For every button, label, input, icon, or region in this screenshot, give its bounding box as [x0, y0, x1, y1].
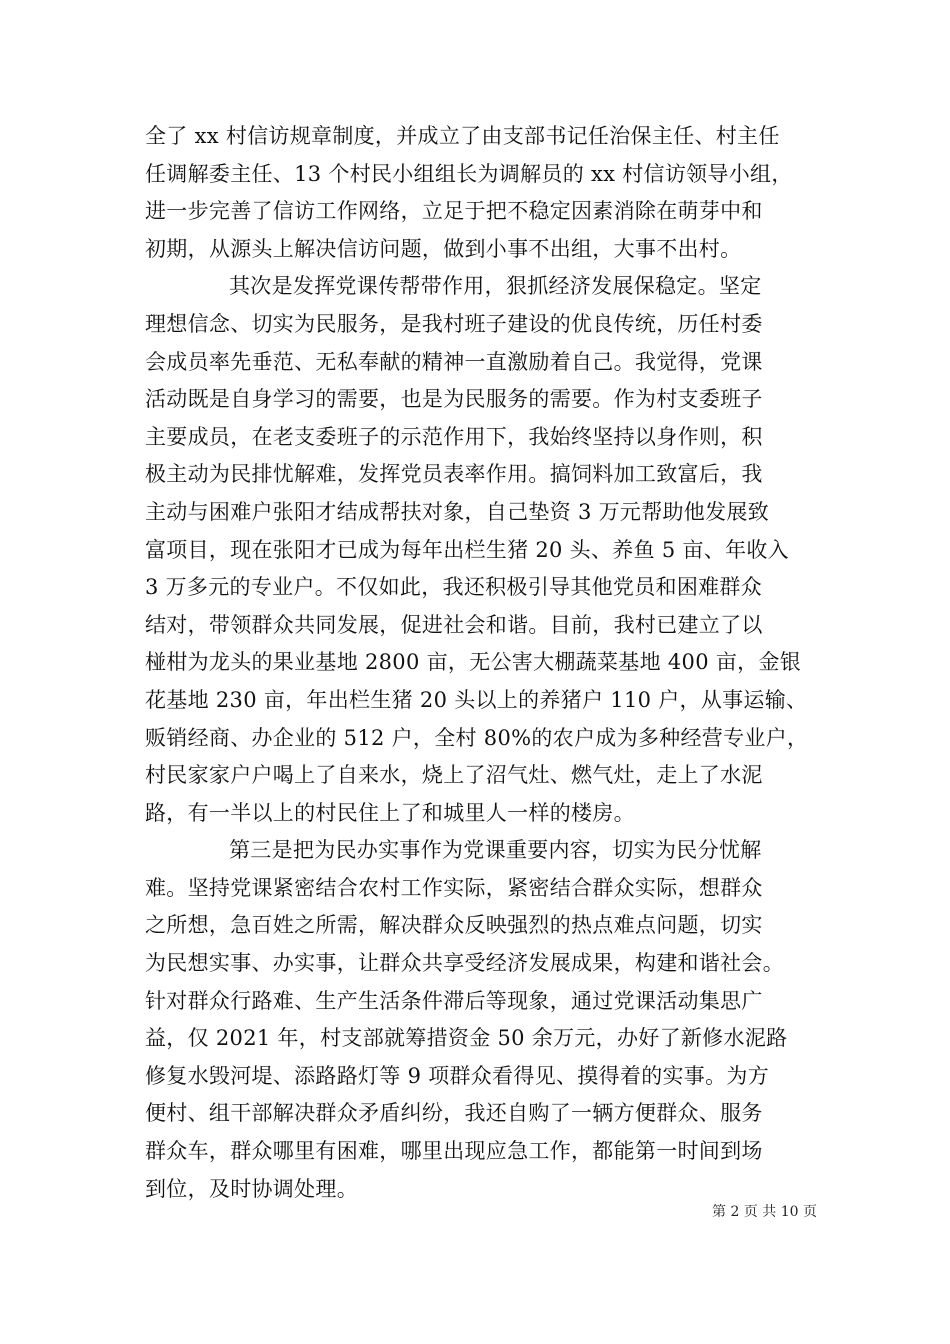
- text-line: 极主动为民排忧解难，发挥党员表率作用。搞饲料加工致富后，我: [145, 462, 763, 487]
- text-line: 为民想实事、办实事，让群众共享受经济发展成果，构建和谐社会。: [145, 951, 784, 976]
- text-line: 主要成员，在老支委班子的示范作用下，我始终坚持以身作则，积: [145, 424, 763, 449]
- text-line: 便村、组干部解决群众矛盾纠纷，我还自购了一辆方便群众、服务: [145, 1101, 763, 1126]
- text-line: 贩销经商、办企业的 512 户，全村 80%的农户成为多种经营专业户，: [145, 725, 809, 750]
- text-line: 椪柑为龙头的果业基地 2800 亩，无公害大棚蔬菜基地 400 亩，金银: [145, 650, 802, 675]
- text-line: 花基地 230 亩，年出栏生猪 20 头以上的养猪户 110 户，从事运输、: [145, 687, 808, 712]
- text-line: 村民家家户户喝上了自来水，烧上了沼气灶、燃气灶，走上了水泥: [145, 763, 763, 788]
- paragraph-start-line: 其次是发挥党课传帮带作用，狠抓经济发展保稳定。坚定: [229, 274, 762, 299]
- page-number-footer: 第 2 页 共 10 页: [712, 1204, 817, 1220]
- text-line: 群众车，群众哪里有困难，哪里出现应急工作，都能第一时间到场: [145, 1139, 763, 1164]
- text-line: 任调解委主任、13 个村民小组组长为调解员的 xx 村信访领导小组，: [145, 161, 793, 186]
- text-line: 难。坚持党课紧密结合农村工作实际，紧密结合群众实际，想群众: [145, 875, 763, 900]
- text-line: 3 万多元的专业户。不仅如此，我还积极引导其他党员和困难群众: [145, 575, 763, 600]
- text-line: 之所想，急百姓之所需，解决群众反映强烈的热点难点问题，切实: [145, 913, 763, 938]
- paragraph-start-line: 第三是把为民办实事作为党课重要内容，切实为民分忧解: [229, 838, 762, 863]
- text-line: 益，仅 2021 年，村支部就筹措资金 50 余万元，办好了新修水泥路: [145, 1026, 788, 1051]
- text-line: 到位，及时协调处理。: [145, 1176, 358, 1201]
- text-line: 进一步完善了信访工作网络，立足于把不稳定因素消除在萌芽中和: [145, 199, 763, 224]
- text-line: 全了 xx 村信访规章制度，并成立了由支部书记任治保主任、村主任: [145, 124, 780, 148]
- text-line: 修复水毁河堤、添路路灯等 9 项群众看得见、摸得着的实事。为方: [145, 1063, 770, 1088]
- text-line: 结对，带领群众共同发展，促进社会和谐。目前，我村已建立了以: [145, 612, 763, 637]
- text-line: 富项目，现在张阳才已成为每年出栏生猪 20 头、养鱼 5 亩、年收入: [145, 537, 789, 562]
- text-line: 会成员率先垂范、无私奉献的精神一直激励着自己。我觉得，党课: [145, 349, 763, 374]
- text-line: 初期，从源头上解决信访问题，做到小事不出组，大事不出村。: [145, 236, 742, 261]
- body-text: [145, 118, 825, 1208]
- text-line: 路，有一半以上的村民住上了和城里人一样的楼房。: [145, 800, 635, 825]
- text-line: 活动既是自身学习的需要，也是为民服务的需要。作为村支委班子: [145, 387, 763, 412]
- text-line: 针对群众行路难、生产生活条件滞后等现象，通过党课活动集思广: [145, 988, 763, 1013]
- text-line: 理想信念、切实为民服务，是我村班子建设的优良传统，历任村委: [145, 311, 763, 336]
- text-line: 主动与困难户张阳才结成帮扶对象，自己垫资 3 万元帮助他发展致: [145, 499, 770, 524]
